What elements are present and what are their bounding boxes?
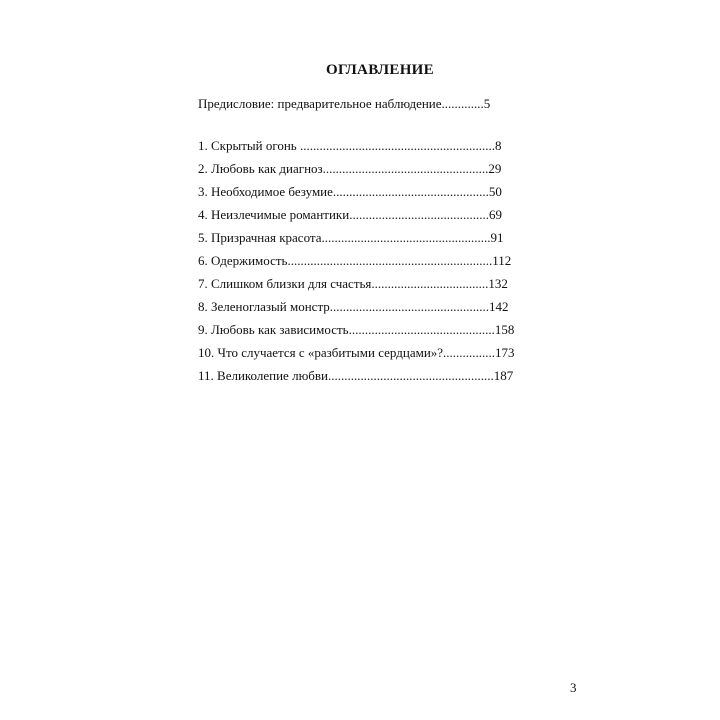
page-number: 3	[570, 680, 577, 695]
toc-entry-10: 10. Что случается с «разбитыми сердцами»?................173	[198, 345, 515, 360]
toc-entry-1: 1. Скрытый огонь ............................................................8	[198, 138, 502, 153]
toc-entry-2: 2. Любовь как диагноз...................................................29	[198, 161, 502, 176]
toc-entry-9: 9. Любовь как зависимость.............................................158	[198, 322, 515, 337]
toc-entry-8: 8. Зеленоглазый монстр.................................................142	[198, 299, 509, 314]
page-title: ОГЛАВЛЕНИЕ	[326, 62, 434, 78]
toc-entry-4: 4. Неизлечимые романтики...........................................69	[198, 207, 502, 222]
toc-entry-6: 6. Одержимость...............................................................112	[198, 253, 512, 268]
toc-entry-7: 7. Слишком близки для счастья....................................132	[198, 276, 508, 291]
toc-entry-5: 5. Призрачная красота....................................................91	[198, 230, 504, 245]
table-of-contents	[198, 92, 538, 387]
toc-entry-11: 11. Великолепие любви...................................................187	[198, 368, 514, 383]
toc-entry-preface: Предисловие: предварительное наблюдение.............5	[198, 96, 491, 111]
toc-entry-3: 3. Необходимое безумие................................................50	[198, 184, 502, 199]
